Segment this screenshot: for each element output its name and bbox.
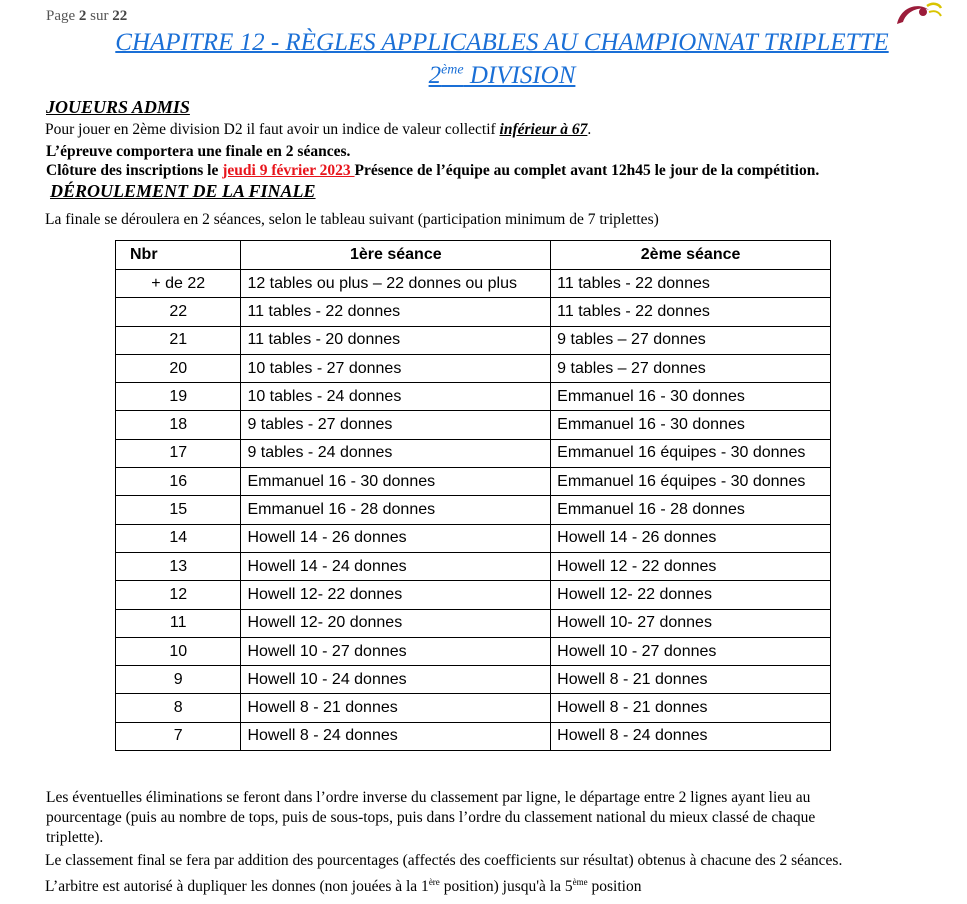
eligibility-end: . [587,121,592,138]
cell-nbr: 19 [116,383,241,411]
cell-session-1: Emmanuel 16 - 30 donnes [241,468,551,496]
arbiter-text-b: position) jusqu'à la 5 [439,878,573,896]
page-of: sur [90,8,109,24]
table-row [116,609,831,637]
cell-nbr: 12 [116,581,241,609]
cell-session-1: Howell 12- 20 donnes [241,609,551,637]
cell-session-2: Emmanuel 16 - 30 donnes [551,411,831,439]
cell-nbr: 7 [116,722,241,750]
table-header-row [116,241,831,270]
final-ranking-paragraph: Le classement final se fera par addition des pourcentages (affectés des coefficients sur résultat) obtenus à chacune des 2 séances. [45,852,843,869]
cell-session-2: Howell 8 - 24 donnes [551,722,831,750]
cell-nbr: 14 [116,524,241,552]
federation-logo-icon [893,0,945,26]
table-row [116,411,831,439]
cell-session-1: Howell 12- 22 donnes [241,581,551,609]
cell-nbr: 9 [116,666,241,694]
eliminations-paragraph [46,788,956,848]
table-row [116,524,831,552]
division-superscript: ème [441,62,464,78]
cell-session-1: Howell 8 - 24 donnes [241,722,551,750]
cell-session-2: 9 tables – 27 donnes [551,354,831,382]
registration-date: jeudi 9 février 2023 [222,162,355,179]
header-session-1: 1ère séance [241,241,551,270]
table-row [116,326,831,354]
cell-nbr: 20 [116,354,241,382]
cell-nbr: 10 [116,637,241,665]
cell-session-2: Howell 12 - 22 donnes [551,552,831,580]
registration-presence: Présence de l’équipe au complet avant 12h45 le jour de la compétition. [354,162,820,179]
cell-nbr: 11 [116,609,241,637]
arbiter-text-a: L’arbitre est autorisé à dupliquer les donnes (non jouées à la 1 [45,878,429,896]
cell-session-1: Howell 8 - 21 donnes [241,694,551,722]
eliminations-line-2: pourcentage (puis au nombre de tops, puis de sous-tops, puis dans l’ordre du classement national du mieux classé de chaque [46,809,816,826]
cell-session-2: Howell 10- 27 donnes [551,609,831,637]
table-row [116,354,831,382]
cell-nbr: + de 22 [116,270,241,298]
table-row [116,383,831,411]
heading-deroulement-finale: DÉROULEMENT DE LA FINALE [50,181,316,201]
table-row [116,722,831,750]
table-row [116,666,831,694]
registration-line [46,162,819,180]
cell-session-1: Howell 10 - 27 donnes [241,637,551,665]
table-row [116,694,831,722]
eligibility-text: Pour jouer en 2ème division D2 il faut avoir un indice de valeur collectif [45,121,500,138]
cell-session-2: 9 tables – 27 donnes [551,326,831,354]
cell-session-2: Emmanuel 16 équipes - 30 donnes [551,439,831,467]
eligibility-threshold: inférieur à 67 [499,121,588,138]
division-number: 2 [428,62,442,89]
cell-session-2: Emmanuel 16 - 28 donnes [551,496,831,524]
cell-session-1: 10 tables - 24 donnes [241,383,551,411]
cell-session-2: Emmanuel 16 - 30 donnes [551,383,831,411]
page-word: Page [46,8,76,24]
cell-nbr: 15 [116,496,241,524]
cell-session-1: Emmanuel 16 - 28 donnes [241,496,551,524]
cell-nbr: 8 [116,694,241,722]
cell-session-2: 11 tables - 22 donnes [551,270,831,298]
page-current: 2 [78,8,87,24]
page-total: 22 [112,8,128,24]
arbiter-sup-1: ère [428,877,440,887]
cell-nbr: 16 [116,468,241,496]
cell-session-1: Howell 10 - 24 donnes [241,666,551,694]
heading-joueurs-admis: JOUEURS ADMIS [46,97,190,117]
cell-session-1: 9 tables - 27 donnes [241,411,551,439]
cell-session-2: Howell 10 - 27 donnes [551,637,831,665]
eligibility-line [45,121,591,139]
registration-text: Clôture des inscriptions le [46,162,223,179]
cell-session-1: 10 tables - 27 donnes [241,354,551,382]
arbiter-sup-2: ème [572,877,588,887]
cell-session-2: Howell 14 - 26 donnes [551,524,831,552]
eliminations-line-3: triplette). [46,829,104,846]
table-row [116,468,831,496]
sessions-table [115,240,831,751]
table-row [116,552,831,580]
cell-session-1: 11 tables - 20 donnes [241,326,551,354]
cell-session-1: Howell 14 - 24 donnes [241,552,551,580]
cell-nbr: 22 [116,298,241,326]
final-intro: La finale se déroulera en 2 séances, selon le tableau suivant (participation minimum de 7 triplettes) [45,211,659,228]
arbiter-paragraph [45,872,641,897]
final-format-line: L’épreuve comportera une finale en 2 séances. [46,143,351,160]
cell-session-1: 11 tables - 22 donnes [241,298,551,326]
table-row [116,637,831,665]
header-session-2: 2ème séance [551,241,831,270]
cell-session-2: Howell 12- 22 donnes [551,581,831,609]
cell-nbr: 13 [116,552,241,580]
table-row [116,496,831,524]
division-word: DIVISION [463,62,576,89]
arbiter-text-c: position [587,878,642,896]
cell-session-2: 11 tables - 22 donnes [551,298,831,326]
page-number [46,8,127,25]
cell-session-1: Howell 14 - 26 donnes [241,524,551,552]
cell-nbr: 21 [116,326,241,354]
chapter-title: CHAPITRE 12 - RÈGLES APPLICABLES AU CHAMPIONNAT TRIPLETTE [115,29,889,56]
table-row [116,270,831,298]
header-nbr: Nbr [116,241,241,270]
cell-session-2: Howell 8 - 21 donnes [551,666,831,694]
table-row [116,581,831,609]
cell-session-2: Howell 8 - 21 donnes [551,694,831,722]
cell-nbr: 17 [116,439,241,467]
eliminations-line-1: Les éventuelles éliminations se feront dans l’ordre inverse du classement par ligne, le départage entre 2 lignes ayant lieu au [46,789,811,806]
cell-session-2: Emmanuel 16 équipes - 30 donnes [551,468,831,496]
division-title [0,62,967,90]
table-row [116,298,831,326]
cell-session-1: 12 tables ou plus – 22 donnes ou plus [241,270,551,298]
table-row [116,439,831,467]
cell-nbr: 18 [116,411,241,439]
cell-session-1: 9 tables - 24 donnes [241,439,551,467]
